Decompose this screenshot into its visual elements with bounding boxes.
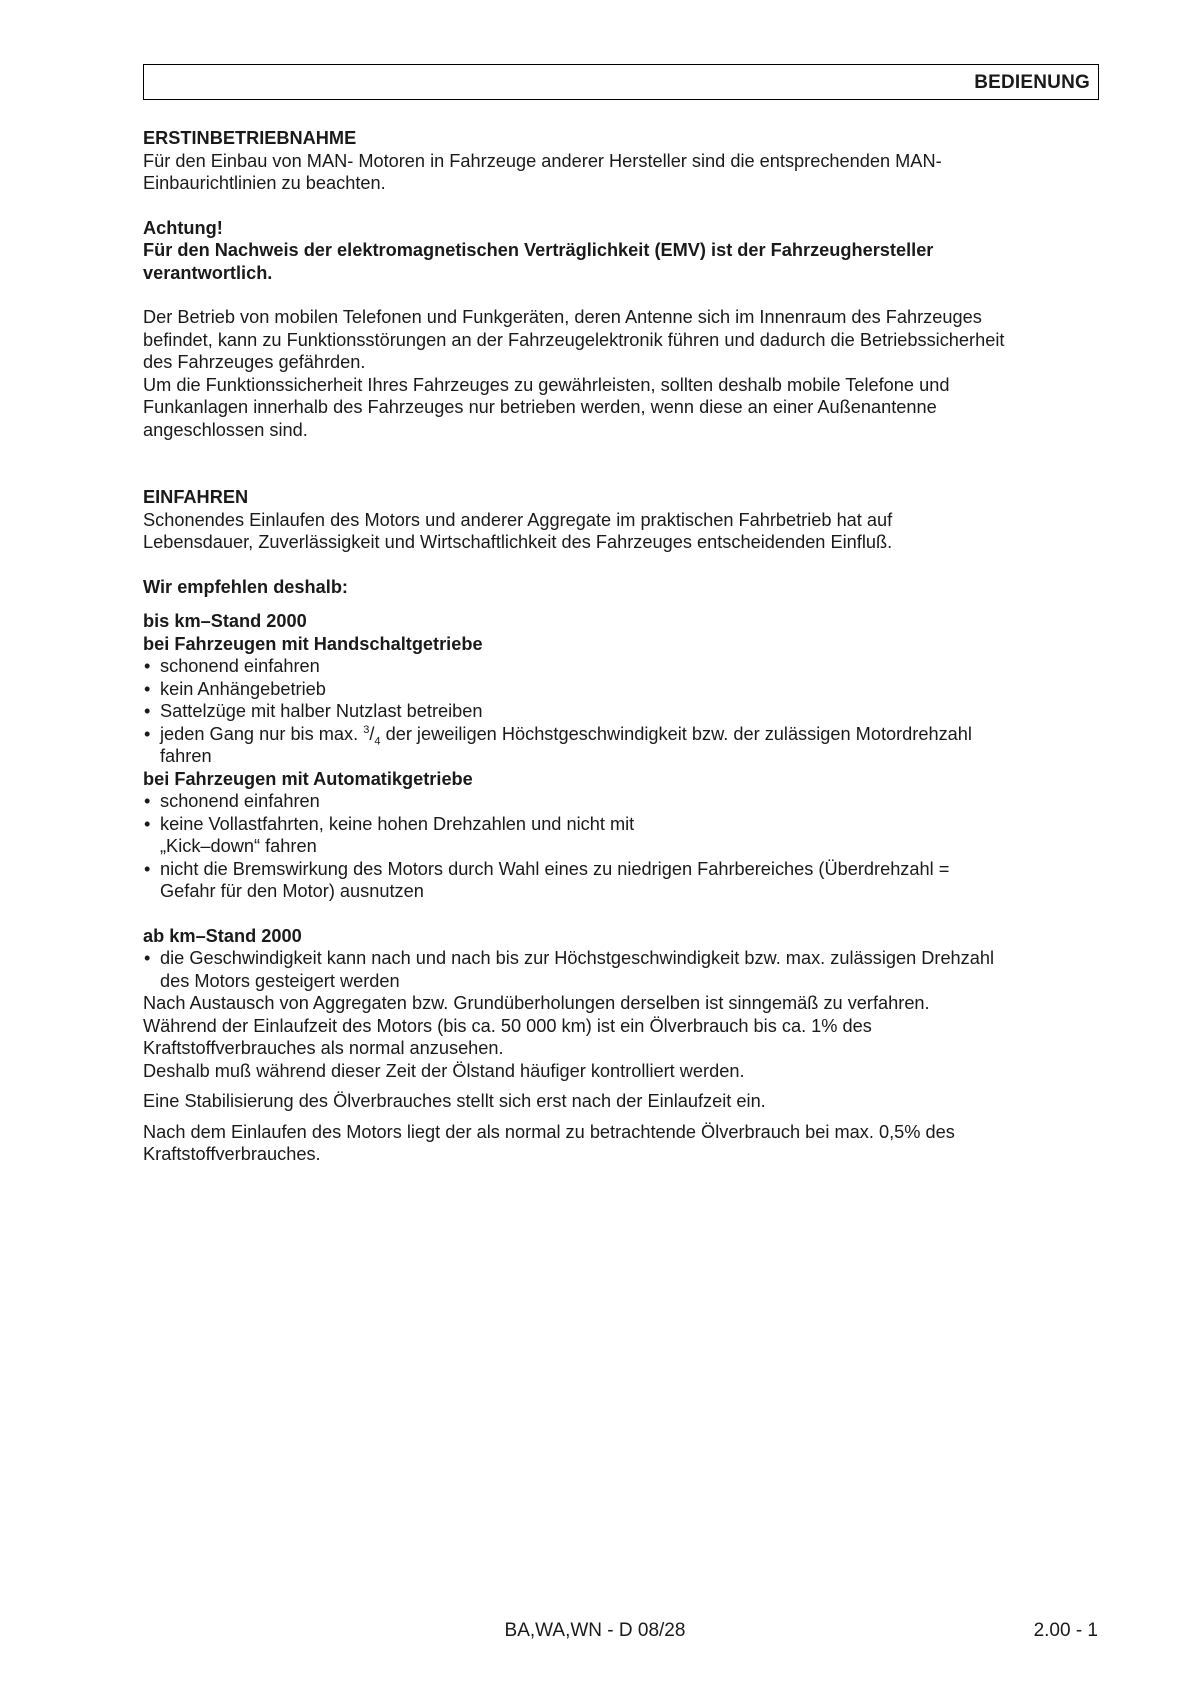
section-title: BEDIENUNG (974, 72, 1090, 93)
manual-gearbox-heading: bei Fahrzeugen mit Handschaltgetriebe (143, 633, 483, 654)
warning-text: verantwortlich. (143, 262, 273, 283)
until-km-heading: bis km–Stand 2000 (143, 611, 307, 631)
paragraph-line: Deshalb muß während dieser Zeit der Ölstand häufiger kontrolliert werden. (143, 1060, 745, 1081)
paragraph-line: Kraftstoffverbrauches. (143, 1144, 321, 1164)
warning-title: Achtung! (143, 217, 223, 238)
list-item (143, 858, 1103, 903)
list-item-text: keine Vollastfahrten, keine hohen Drehzahlen und nicht mit (160, 813, 635, 834)
list-item-text: Gefahr für den Motor) ausnutzen (160, 881, 424, 901)
list-item: • schonend einfahren (143, 655, 1103, 678)
paragraph-line: des Fahrzeuges gefährden. (143, 352, 366, 372)
list-item-text: der jeweiligen Höchstgeschwindigkeit bzw. der zulässigen Motordrehzahl (380, 723, 972, 744)
list-item-text: „Kick–down“ fahren (160, 836, 317, 856)
list-item-text: nicht die Bremswirkung des Motors durch Wahl eines zu niedrigen Fahrbereiches (Überdrehzahl = (160, 858, 950, 879)
list-item-text: des Motors gesteigert werden (160, 970, 400, 991)
list-item (143, 813, 1103, 858)
list-item-text: die Geschwindigkeit kann nach und nach bis zur Höchstgeschwindigkeit bzw. max. zulässigen Drehzahl (160, 948, 995, 968)
list-item-text: fahren (160, 746, 212, 766)
heading-einfahren: EINFAHREN (143, 487, 249, 507)
list-item-text: jeden Gang nur bis max. (160, 723, 364, 744)
list-item: • kein Anhängebetrieb (143, 678, 1103, 701)
paragraph-line: Der Betrieb von mobilen Telefonen und Funkgeräten, deren Antenne sich im Innenraum des Fahrzeuges (143, 307, 982, 327)
paragraph-line: Während der Einlaufzeit des Motors (bis ca. 50 000 km) ist ein Ölverbrauch bis ca. 1% des (143, 1015, 872, 1036)
list-item: • schonend einfahren (143, 790, 1103, 813)
from-km-heading: ab km–Stand 2000 (143, 925, 302, 946)
paragraph-line: Funkanlagen innerhalb des Fahrzeuges nur betrieben werden, wenn diese an einer Außenantenne (143, 397, 937, 417)
from-list (143, 947, 1103, 992)
document-body (143, 127, 1103, 1166)
footer-page-number: 2.00 - 1 (1033, 1620, 1098, 1641)
header-box (143, 64, 1099, 100)
paragraph-line: Um die Funktionssicherheit Ihres Fahrzeuges zu gewährleisten, sollten deshalb mobile Telefone und (143, 374, 950, 395)
footer-doc-code: BA,WA,WN - D 08/28 (504, 1620, 686, 1641)
intro-line: Für den Einbau von MAN- Motoren in Fahrzeuge anderer Hersteller sind die entsprechenden MAN- (143, 150, 942, 171)
list-item (143, 947, 1103, 992)
fraction-numerator: 3 (363, 723, 370, 736)
intro-line: Lebensdauer, Zuverlässigkeit und Wirtschaftlichkeit des Fahrzeuges entscheidenden Einfluß. (143, 532, 893, 552)
manual-list (143, 655, 1103, 768)
fraction-denominator: 4 (374, 735, 381, 748)
auto-gearbox-heading: bei Fahrzeugen mit Automatikgetriebe (143, 768, 473, 789)
paragraph-line: Kraftstoffverbrauches als normal anzusehen. (143, 1038, 504, 1058)
intro-line: Schonendes Einlaufen des Motors und anderer Aggregate im praktischen Fahrbetrieb hat auf (143, 509, 893, 530)
paragraph-line: Eine Stabilisierung des Ölverbrauches stellt sich erst nach der Einlaufzeit ein. (143, 1091, 766, 1111)
paragraph-line: Nach dem Einlaufen des Motors liegt der als normal zu betrachtende Ölverbrauch bei max. 0,5% des (143, 1121, 955, 1142)
paragraph-line: angeschlossen sind. (143, 419, 308, 440)
paragraph-line: Nach Austausch von Aggregaten bzw. Grundüberholungen derselben ist sinngemäß zu verfahren. (143, 993, 930, 1013)
list-item (143, 723, 1103, 768)
recommend-heading: Wir empfehlen deshalb: (143, 576, 348, 597)
heading-erstinbetriebnahme: ERSTINBETRIEBNAHME (143, 128, 357, 148)
intro-line: Einbaurichtlinien zu beachten. (143, 173, 386, 193)
warning-text: Für den Nachweis der elektromagnetischen Verträglichkeit (EMV) ist der Fahrzeughersteller (143, 240, 934, 260)
auto-list (143, 790, 1103, 903)
paragraph-line: befindet, kann zu Funktionsstörungen an der Fahrzeugelektronik führen und dadurch die Betriebssicherheit (143, 329, 1005, 350)
fraction-slash: / (369, 723, 375, 744)
list-item: • Sattelzüge mit halber Nutzlast betreiben (143, 700, 1103, 723)
